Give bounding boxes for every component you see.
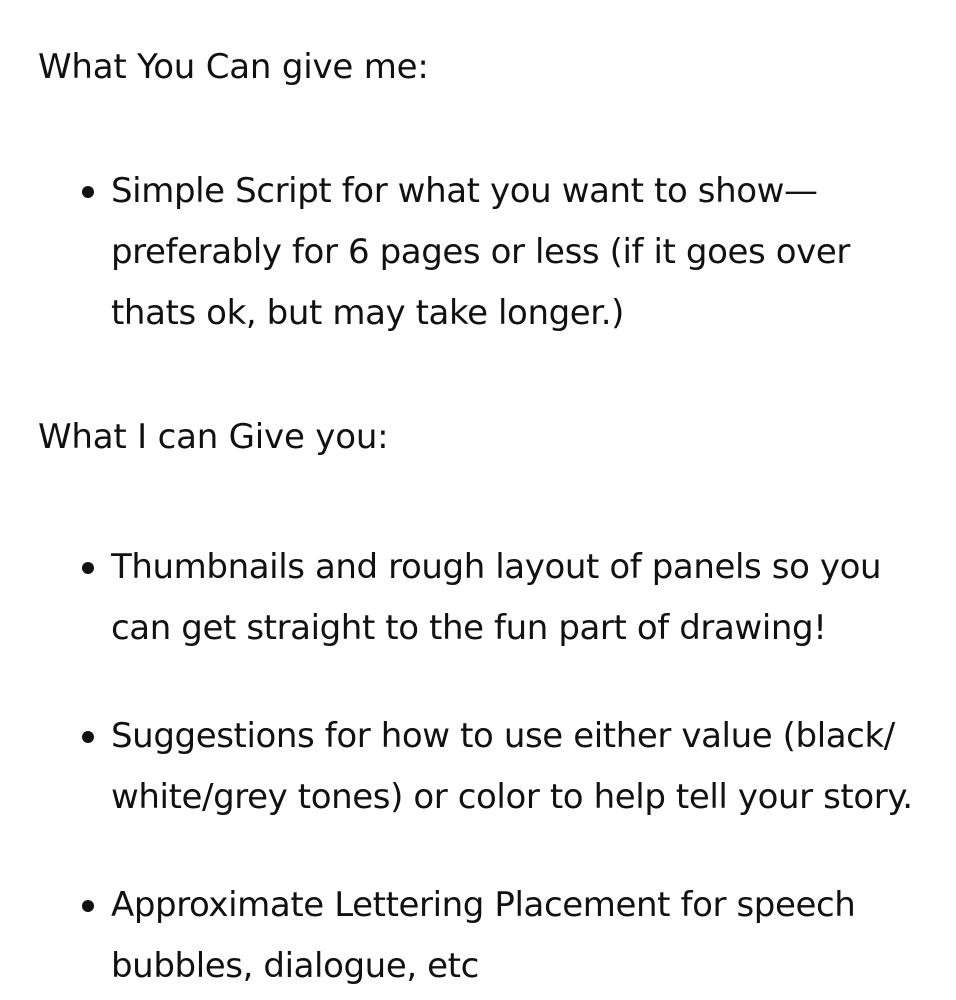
- client-provides-list: [38, 161, 938, 344]
- list-item: [38, 875, 938, 997]
- bullet-icon: [82, 186, 94, 198]
- list-item: [38, 161, 938, 344]
- section-heading-what-i-can-give-you: What I can Give you:: [38, 417, 389, 457]
- list-item-text: Approximate Lettering Placement for speech bubbles, dialogue, etc: [111, 885, 856, 986]
- bullet-icon: [82, 562, 94, 574]
- section-heading-what-you-can-give-me: What You Can give me:: [38, 47, 429, 87]
- list-item-text: Thumbnails and rough layout of panels so you can get straight to the fun part of drawing!: [111, 547, 882, 648]
- bullet-icon: [82, 731, 94, 743]
- list-item-text: Suggestions for how to use either value (black/ white/grey tones) or color to help tell your story.: [111, 716, 913, 817]
- list-item: [38, 706, 938, 828]
- list-item-text: Simple Script for what you want to show— preferably for 6 pages or less (if it goes over thats ok, but may take longer.): [111, 171, 850, 333]
- list-item: [38, 537, 938, 659]
- document-content: [38, 44, 938, 997]
- bullet-icon: [82, 900, 94, 912]
- artist-provides-list: [38, 537, 938, 997]
